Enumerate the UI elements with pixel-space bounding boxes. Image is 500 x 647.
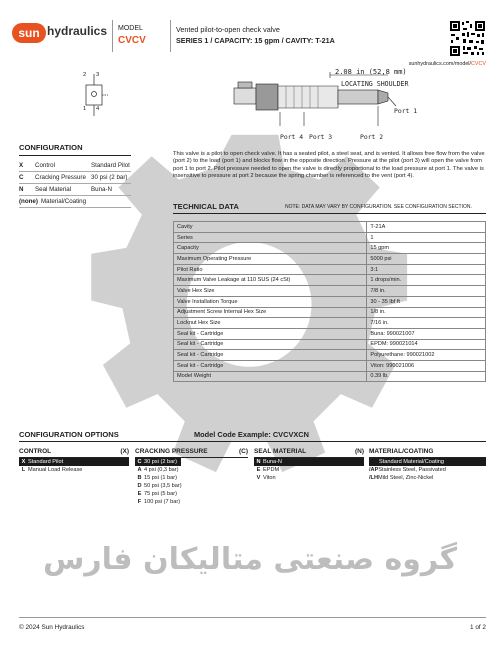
options-column-control: CONTROL (X) X Standard Pilot L Manual Load Release [19, 448, 129, 473]
technical-row [174, 318, 486, 329]
logo-hydraulics: hydraulics [47, 24, 108, 38]
technical-row [174, 222, 486, 233]
option-item[interactable]: E EPDM [256, 467, 280, 473]
technical-row [174, 275, 486, 286]
option-item[interactable]: A 4 psi (0,3 bar) [137, 467, 179, 473]
technical-value: 0.39 lb. [367, 371, 486, 382]
logo-sun: sun [12, 23, 46, 43]
technical-label: Maximum Operating Pressure [174, 254, 367, 265]
option-item[interactable]: /AP Stainless Steel, Passivated [369, 467, 446, 473]
technical-row [174, 328, 486, 339]
technical-value: 1 [367, 232, 486, 243]
option-item[interactable]: B 15 psi (1 bar) [137, 475, 177, 481]
configuration-list [19, 160, 131, 208]
technical-label: Adjustment Screw Internal Hex Size [174, 307, 367, 318]
locating-shoulder-label: LOCATING SHOULDER [341, 80, 409, 88]
options-column-seal: SEAL MATERIAL (N) N Buna-N E EPDM V Viton [254, 448, 364, 481]
config-row: X Control Standard Pilot [19, 160, 131, 172]
technical-row [174, 350, 486, 361]
footer-copyright: © 2024 Sun Hydraulics [19, 624, 85, 631]
model-label: MODEL [118, 25, 143, 32]
model-url[interactable]: sunhydraulics.com/model/CVCV [408, 61, 486, 67]
technical-value: T-21A [367, 222, 486, 233]
option-item[interactable]: C 30 psi (2 bar) [135, 458, 181, 466]
technical-label: Locknut Hex Size [174, 318, 367, 329]
technical-value: Buna: 990021007 [367, 328, 486, 339]
option-item[interactable]: V Viton [256, 475, 276, 481]
technical-value: EPDM: 990021014 [367, 339, 486, 350]
technical-value: 5000 psi [367, 254, 486, 265]
technical-label: Model Weight [174, 371, 367, 382]
technical-label: Cavity [174, 222, 367, 233]
configuration-title: CONFIGURATION [19, 143, 83, 152]
port-1-label: Port 1 [394, 107, 418, 115]
port-2-label: Port 2 [360, 133, 384, 141]
page-title: Vented pilot-to-open check valve [176, 25, 280, 34]
technical-row [174, 371, 486, 382]
technical-label: Maximum Valve Leakage at 110 SUS (24 cSt) [174, 275, 367, 286]
model-code: CVCV [118, 35, 146, 46]
symbol-port-1: 1 [83, 106, 87, 112]
symbol-port-4: 4 [96, 106, 100, 112]
config-row: N Seal Material Buna-N [19, 184, 131, 196]
footer-page: 1 of 2 [470, 624, 486, 631]
technical-value: Polyurethane: 990021002 [367, 350, 486, 361]
technical-row [174, 307, 486, 318]
options-title: CONFIGURATION OPTIONS [19, 430, 119, 439]
config-row: C Cracking Pressure 30 psi (2 bar) [19, 172, 131, 184]
option-item[interactable]: L Manual Load Release [21, 467, 83, 473]
technical-value: 1/8 in. [367, 307, 486, 318]
option-item[interactable]: N Buna-N [254, 458, 364, 466]
watermark-text: گروه صنعتی متالیکان فارس [42, 542, 458, 577]
port-4-label: Port 4 [280, 133, 304, 141]
technical-label: Capacity [174, 243, 367, 254]
dimension-label: 2.08 in (52,8 mm) [335, 68, 407, 76]
page-subtitle: SERIES 1 / CAPACITY: 15 gpm / CAVITY: T-21A [176, 36, 335, 45]
options-grid [19, 448, 486, 528]
technical-value: 3:1 [367, 264, 486, 275]
config-row: (none) Material/Coating [19, 196, 131, 208]
technical-title: TECHNICAL DATA [173, 202, 239, 211]
technical-label: Seal kit - Cartridge [174, 339, 367, 350]
technical-label: Seal kit - Cartridge [174, 328, 367, 339]
option-item[interactable]: X Standard Pilot [19, 458, 129, 466]
technical-label: Seal kit - Cartridge [174, 360, 367, 371]
technical-row [174, 254, 486, 265]
options-column-cracking: CRACKING PRESSURE (C) C 30 psi (2 bar) A 4 psi (0,3 bar) B 15 psi (1 bar) D 50 psi (3,5 bar) E 75 psi (5 bar) F 100 psi (7 bar) [135, 448, 248, 505]
technical-row [174, 339, 486, 350]
technical-label: Valve Hex Size [174, 286, 367, 297]
symbol-port-3: 3 [96, 72, 100, 78]
technical-value: 7/16 in. [367, 318, 486, 329]
technical-label: Seal kit - Cartridge [174, 350, 367, 361]
technical-table [173, 221, 486, 382]
port-3-label: Port 3 [309, 133, 333, 141]
technical-value: Viton: 990021006 [367, 360, 486, 371]
option-item[interactable]: F 100 psi (7 bar) [137, 499, 181, 505]
technical-row [174, 243, 486, 254]
model-code-example: Model Code Example: CVCVXCN [194, 430, 309, 439]
options-column-material: MATERIAL/COATING Standard Material/Coating /AP Stainless Steel, Passivated /LH Mild Steel, Zinc-Nickel [369, 448, 486, 482]
technical-row [174, 286, 486, 297]
technical-value: 15 gpm [367, 243, 486, 254]
technical-value: 30 - 35 lbf ft [367, 296, 486, 307]
option-item[interactable]: D 50 psi (3,5 bar) [137, 483, 182, 489]
technical-label: Valve Installation Torque [174, 296, 367, 307]
technical-label: Series [174, 232, 367, 243]
symbol-port-2: 2 [83, 72, 87, 78]
option-item[interactable]: /LH Mild Steel, Zinc-Nickel [369, 475, 434, 481]
qr-code-icon[interactable] [449, 20, 486, 57]
technical-note: NOTE: DATA MAY VARY BY CONFIGURATION. SEE CONFIGURATION SECTION. [285, 204, 472, 210]
option-item[interactable]: E 75 psi (5 bar) [137, 491, 177, 497]
option-item[interactable]: Standard Material/Coating [369, 458, 486, 466]
brand-logo [12, 22, 107, 46]
technical-value: 7/8 in. [367, 286, 486, 297]
technical-row [174, 360, 486, 371]
technical-row [174, 296, 486, 307]
technical-value: 1 drops/min. [367, 275, 486, 286]
cartridge-drawing [228, 66, 398, 136]
technical-row [174, 232, 486, 243]
technical-row [174, 264, 486, 275]
technical-label: Pilot Ratio [174, 264, 367, 275]
description-text: This valve is a pilot to open check valve. It has a seated pilot, a steel seat, and is vented. It allows free flow from the valve (port 2) to the load (port 1) and blocks flow in the opposite direction. Pressure at the pilot (port 3) will open the valve from port 1 to port 2. Pilot pressure needed to open the valve is directly proportional to the load pressure at port 1. The valve is insensitive to pressure at port 2 because the spring chamber is referenced to the vent (port 4). [173, 151, 485, 180]
